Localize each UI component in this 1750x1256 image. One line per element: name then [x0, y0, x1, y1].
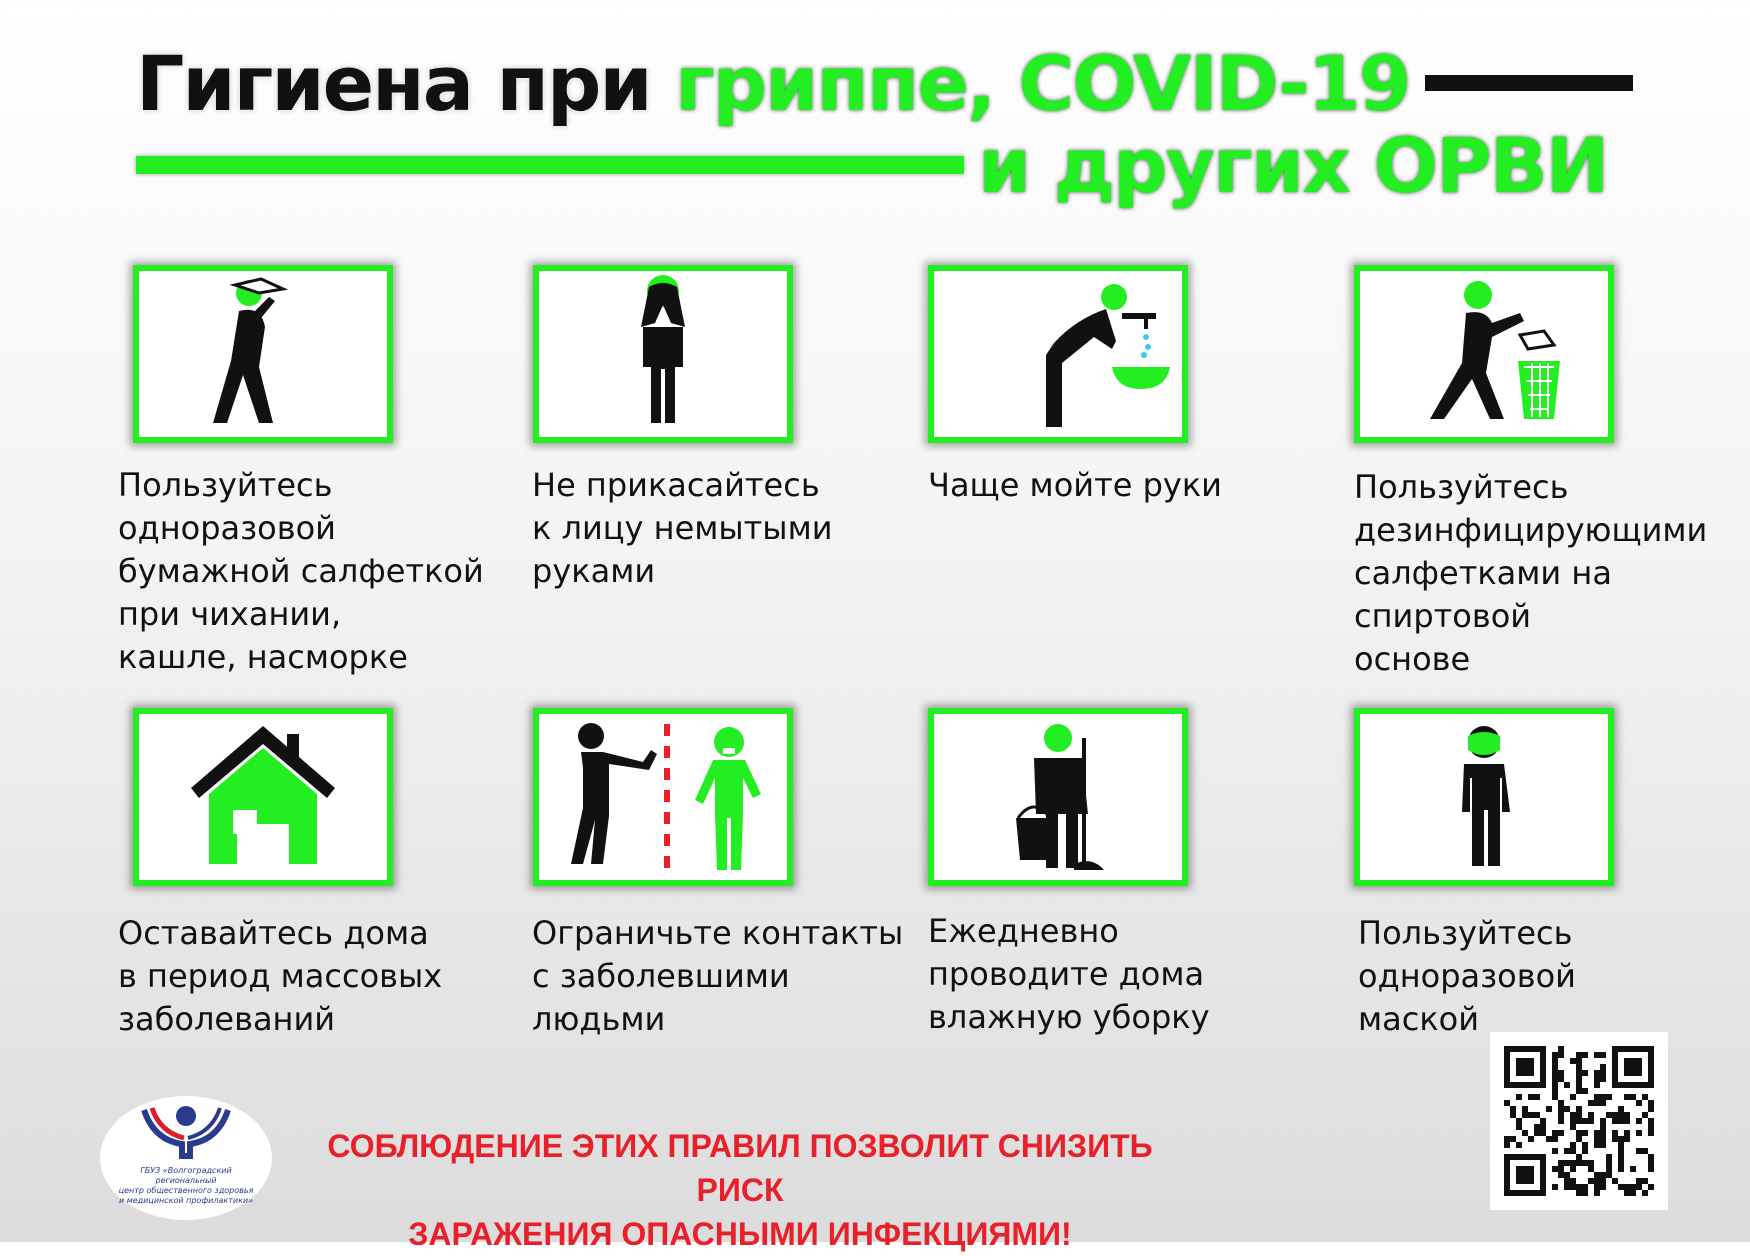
sneeze-tissue-icon — [139, 271, 387, 437]
trash-bin-icon — [1360, 271, 1608, 437]
rule-caption-8: Пользуйтесь одноразовой маской — [1358, 914, 1576, 1038]
qr-code-icon — [1490, 1032, 1668, 1210]
rule-card-3 — [928, 265, 1188, 443]
rule-caption-2: Не прикасайтесь к лицу немытыми руками — [532, 466, 833, 590]
rule-caption-1: Пользуйтесь одноразовой бумажной салфеткой при чихании, кашле, насморке — [118, 466, 484, 676]
mop-bucket-icon — [934, 714, 1182, 880]
rule-caption-5: Оставайтесь дома в период массовых заболеваний — [118, 914, 443, 1038]
page-title-line-1 — [136, 39, 1410, 128]
title-black-rule — [1425, 75, 1633, 91]
rule-caption-4: Пользуйтесь дезинфицирующими салфетками на спиртовой основе — [1354, 468, 1708, 678]
title-line2-a: и других — [978, 121, 1374, 210]
rule-card-5 — [133, 708, 393, 886]
rule-card-1 — [133, 265, 393, 443]
hands-face-icon — [539, 271, 787, 437]
distance-icon — [539, 714, 787, 880]
logo-caption: ГБУЗ «Волгоградский региональный центр общественного здоровья и медицинской профилактики» — [118, 1166, 254, 1205]
rule-card-6 — [533, 708, 793, 886]
rule-card-2 — [533, 265, 793, 443]
rule-caption-3: Чаще мойте руки — [928, 466, 1222, 504]
rule-card-7 — [928, 708, 1188, 886]
page-title-line-2 — [978, 121, 1608, 210]
qr-code-icon[interactable] — [1490, 1032, 1668, 1210]
house-icon — [139, 714, 387, 880]
mask-icon — [1360, 714, 1608, 880]
rule-caption-6: Ограничьте контакты с заболевшими людьми — [532, 914, 904, 1038]
rule-card-4 — [1354, 265, 1614, 443]
rule-caption-7: Ежедневно проводите дома влажную уборку — [928, 912, 1210, 1036]
title-black-part: Гигиена при — [136, 39, 676, 128]
title-green-part: гриппе, COVID-19 — [675, 39, 1410, 128]
title-green-rule — [136, 156, 964, 174]
warning-message: СОБЛЮДЕНИЕ ЭТИХ ПРАВИЛ ПОЗВОЛИТ СНИЗИТЬ РИСК ЗАРАЖЕНИЯ ОПАСНЫМИ ИНФЕКЦИЯМИ! — [327, 1128, 1153, 1252]
wash-hands-icon — [934, 271, 1182, 437]
organization-logo — [100, 1096, 272, 1220]
rule-card-8 — [1354, 708, 1614, 886]
title-line2-b: ОРВИ — [1373, 121, 1608, 210]
logo-emblem-icon — [100, 1096, 272, 1166]
